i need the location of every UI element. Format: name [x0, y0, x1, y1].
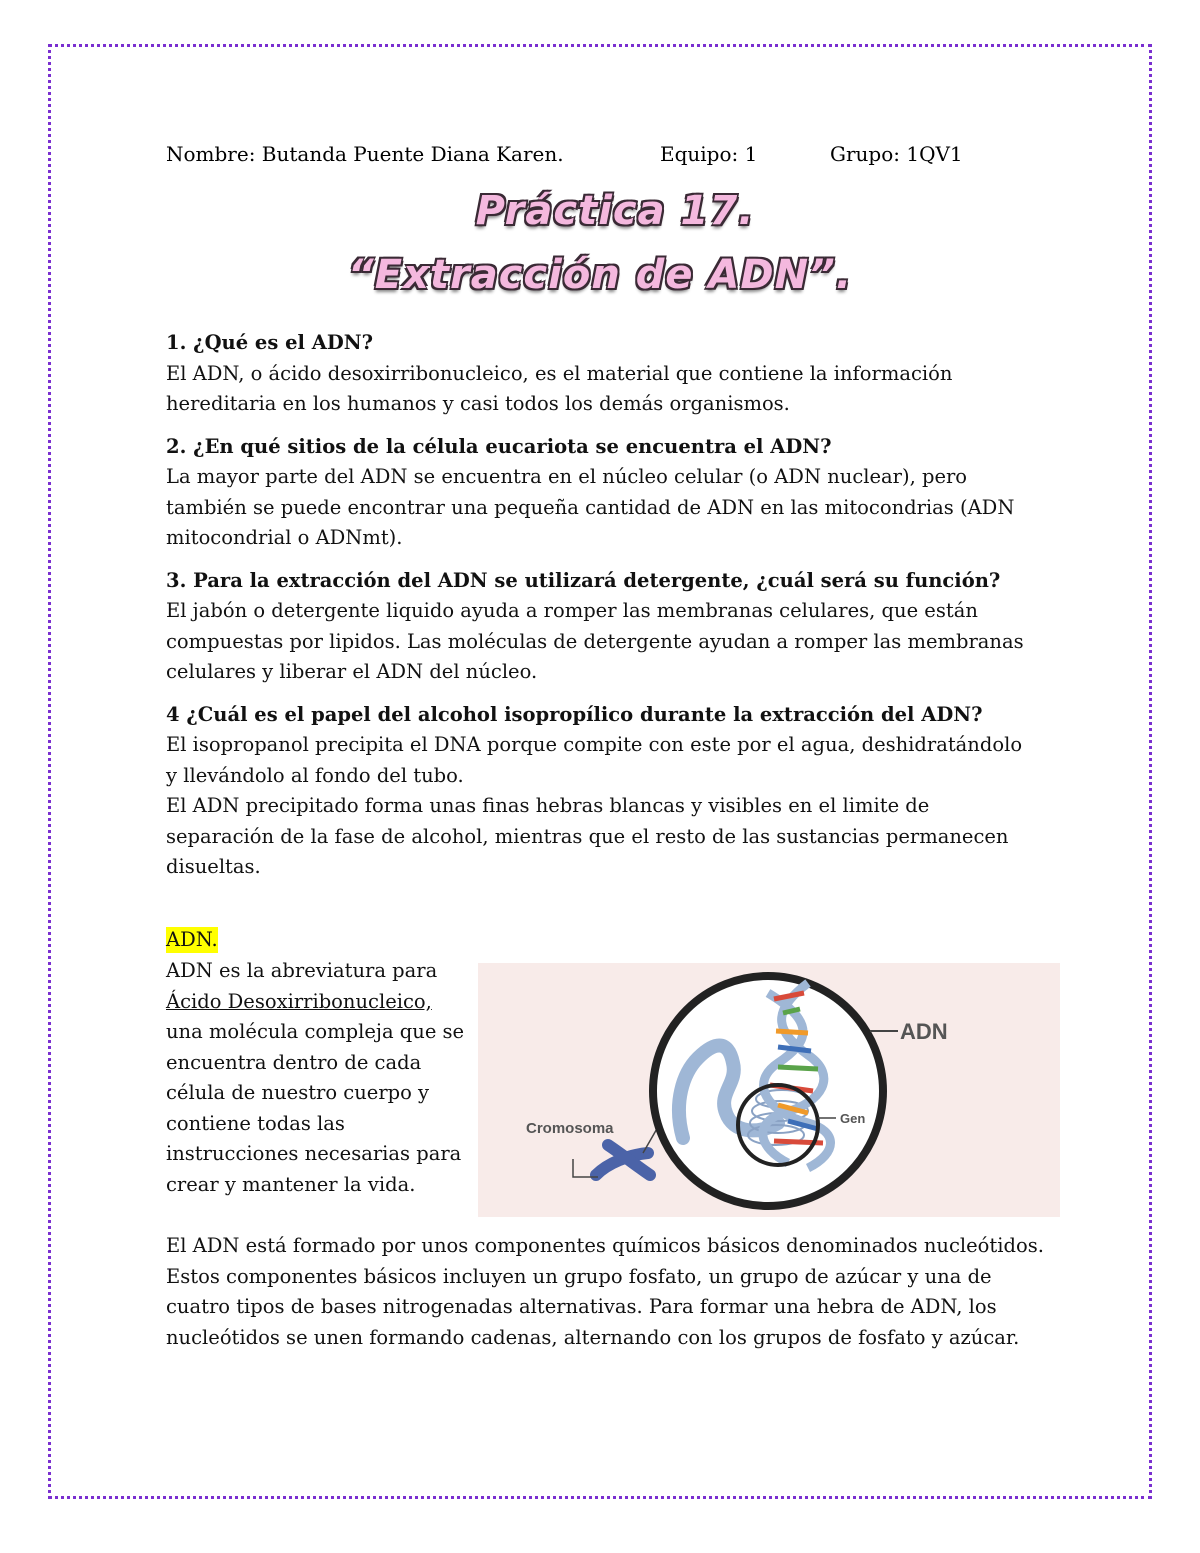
- question-block-1: [166, 328, 1036, 420]
- student-name: Nombre: Butanda Puente Diana Karen.: [166, 142, 564, 166]
- question-3: 3. Para la extracción del ADN se utilizará detergente, ¿cuál será su función?: [166, 568, 1001, 592]
- question-4: 4 ¿Cuál es el papel del alcohol isopropílico durante la extracción del ADN?: [166, 702, 983, 726]
- answer-2: La mayor parte del ADN se encuentra en el núcleo celular (o ADN nuclear), pero también se puede encontrar una pequeña cantidad de ADN en las mitocondrias (ADN mitocondrial o ADNmt).: [166, 465, 1015, 549]
- adn-paragraph: El ADN está formado por unos componentes químicos básicos denominados nucleótidos. Estos componentes básicos incluyen un grupo fosfato, un grupo de azúcar y una de cuatro tipos de bases nitrogenadas alternativas. Para formar una hebra de ADN, los nucleótidos se unen formando cadenas, alternando con los grupos de fosfato y azúcar.: [166, 1234, 1044, 1349]
- practice-subtitle: “Extracción de ADN”.: [347, 252, 853, 298]
- adn-heading: ADN.: [166, 928, 218, 951]
- group-label: Grupo: 1QV1: [830, 142, 963, 166]
- label-gen: Gen: [840, 1111, 866, 1126]
- question-block-3: [166, 566, 1036, 688]
- dna-figure: [478, 963, 1060, 1217]
- question-block-4: [166, 700, 1036, 883]
- question-2: 2. ¿En qué sitios de la célula eucariota se encuentra el ADN?: [166, 434, 832, 458]
- chromosome-icon: [573, 1145, 650, 1177]
- practice-title: Práctica 17.: [475, 188, 755, 234]
- label-cromosoma: Cromosoma: [526, 1120, 614, 1137]
- dna-illustration: [478, 963, 1060, 1217]
- team-label: Equipo: 1: [660, 142, 758, 166]
- answer-4a: El isopropanol precipita el DNA porque compite con este por el agua, deshidratándolo y llevándolo al fondo del tubo.: [166, 733, 1023, 787]
- adn-intro: [166, 956, 466, 1200]
- questions-section: [166, 328, 1036, 895]
- label-adn: ADN: [900, 1019, 948, 1044]
- question-1: 1. ¿Qué es el ADN?: [166, 331, 373, 354]
- question-block-2: [166, 432, 1036, 554]
- adn-intro-line: ADN es la abreviatura para: [166, 959, 438, 982]
- answer-3: El jabón o detergente liquido ayuda a romper las membranas celulares, que están compuestas por lipidos. Las moléculas de detergente ayudan a romper las membranas celulares y liberar el ADN del núcleo.: [166, 599, 1024, 683]
- adn-intro-body: una molécula compleja que se encuentra dentro de cada célula de nuestro cuerpo y contiene todas las instrucciones necesarias para crear y mantener la vida.: [166, 1020, 465, 1196]
- adn-heading-wrap: [166, 925, 1036, 956]
- answer-4b: El ADN precipitado forma unas finas hebras blancas y visibles en el limite de separación de la fase de alcohol, mientras que el resto de las sustancias permanecen disueltas.: [166, 794, 1009, 878]
- answer-1: El ADN, o ácido desoxirribonucleico, es el material que contiene la información hereditaria en los humanos y casi todos los demás organismos.: [166, 361, 953, 415]
- adn-definition-link[interactable]: Ácido Desoxirribonucleico,: [166, 989, 432, 1013]
